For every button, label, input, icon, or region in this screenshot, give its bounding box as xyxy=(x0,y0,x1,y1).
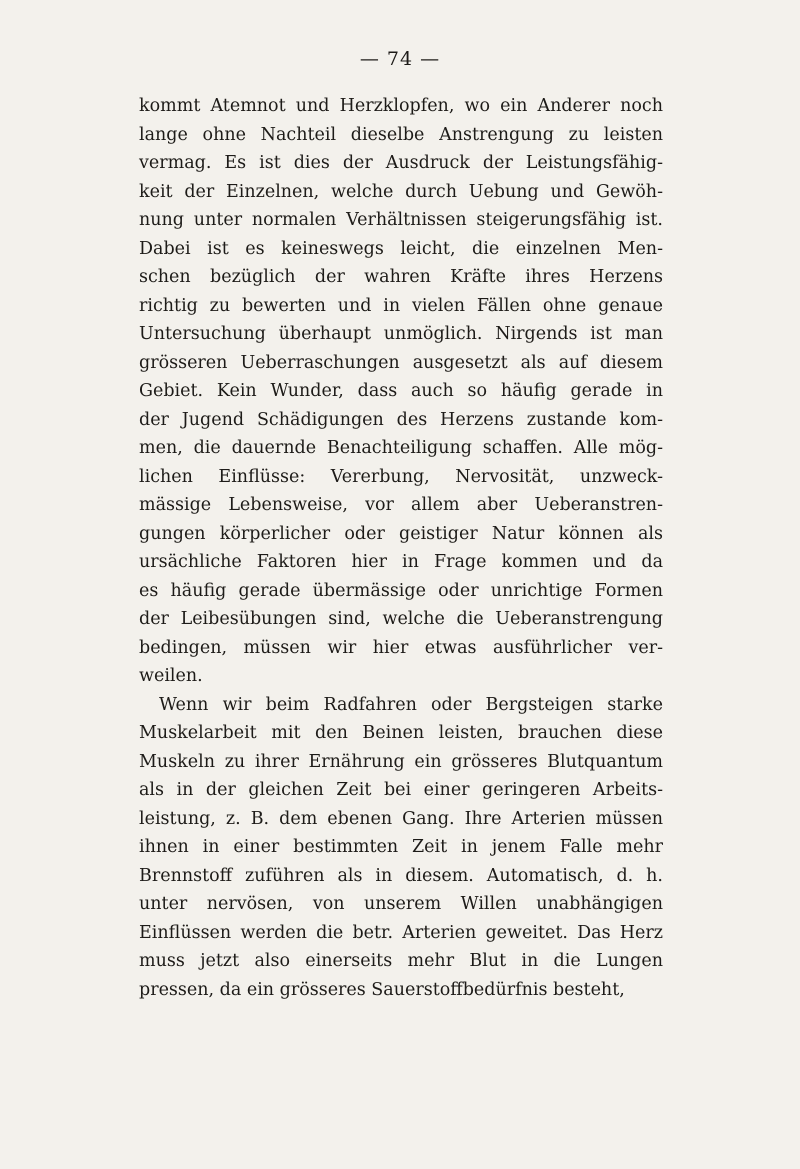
text-line: der Leibesübungen sind, welche die Ueberanstrengung xyxy=(139,609,663,629)
text-line: Muskeln zu ihrer Ernährung ein grösseres Blutquantum xyxy=(139,751,663,772)
text-line: Muskelarbeit mit den Beinen leisten, brauchen diese xyxy=(139,723,663,743)
page-number: — 74 — xyxy=(359,48,441,70)
text-line: der Jugend Schädigungen des Herzens zustande kom- xyxy=(139,409,663,430)
text-line: Dabei ist es keineswegs leicht, die einzelnen Men- xyxy=(139,238,663,259)
text-line: Wenn wir beim Radfahren oder Bergsteigen starke xyxy=(159,694,663,715)
text-line: ihnen in einer bestimmten Zeit in jenem Falle mehr xyxy=(139,837,663,857)
text-line: unter nervösen, von unserem Willen unabhängigen xyxy=(139,894,663,914)
text-line: vermag. Es ist dies der Ausdruck der Leistungsfähig- xyxy=(139,153,663,173)
text-line: mässige Lebensweise, vor allem aber Ueberanstren- xyxy=(139,495,663,515)
text-line: Untersuchung überhaupt unmöglich. Nirgends ist man xyxy=(139,324,663,344)
text-line: es häufig gerade übermässige oder unrichtige Formen xyxy=(139,580,663,601)
text-line: leistung, z. B. dem ebenen Gang. Ihre Arterien müssen xyxy=(139,808,663,829)
text-line: schen bezüglich der wahren Kräfte ihres Herzens xyxy=(139,267,663,287)
text-line: kommt Atemnot und Herzklopfen, wo ein Anderer noch xyxy=(139,96,663,116)
text-line: grösseren Ueberraschungen ausgesetzt als auf diesem xyxy=(139,352,663,373)
text-line: richtig zu bewerten und in vielen Fällen ohne genaue xyxy=(139,295,663,316)
text-line: bedingen, müssen wir hier etwas ausführlicher ver- xyxy=(139,637,663,658)
paragraph xyxy=(139,92,663,691)
text-line: Einflüssen werden die betr. Arterien geweitet. Das Herz xyxy=(139,922,663,943)
text-line: lichen Einflüsse: Vererbung, Nervosität, unzweck- xyxy=(139,466,663,487)
text-line: gungen körperlicher oder geistiger Natur können als xyxy=(139,523,663,544)
text-line: pressen, da ein grösseres Sauerstoffbedürfnis besteht, xyxy=(139,979,625,1000)
text-line: Brennstoff zuführen als in diesem. Automatisch, d. h. xyxy=(139,865,663,886)
text-line: nung unter normalen Verhältnissen steigerungsfähig ist. xyxy=(139,210,663,230)
paragraph-container xyxy=(139,92,663,1004)
paragraph xyxy=(139,691,663,1005)
body-text xyxy=(139,92,663,1004)
text-line: Gebiet. Kein Wunder, dass auch so häufig gerade in xyxy=(139,381,663,401)
text-line: keit der Einzelnen, welche durch Uebung und Gewöh- xyxy=(139,181,663,202)
text-line: ursächliche Faktoren hier in Frage kommen und da xyxy=(139,552,663,572)
text-line: men, die dauernde Benachteiligung schaffen. Alle mög- xyxy=(139,438,663,458)
text-line: als in der gleichen Zeit bei einer geringeren Arbeits- xyxy=(139,780,663,800)
text-line: lange ohne Nachteil dieselbe Anstrengung zu leisten xyxy=(139,124,663,145)
text-line: weilen. xyxy=(139,666,203,686)
text-line: muss jetzt also einerseits mehr Blut in die Lungen xyxy=(139,951,663,971)
